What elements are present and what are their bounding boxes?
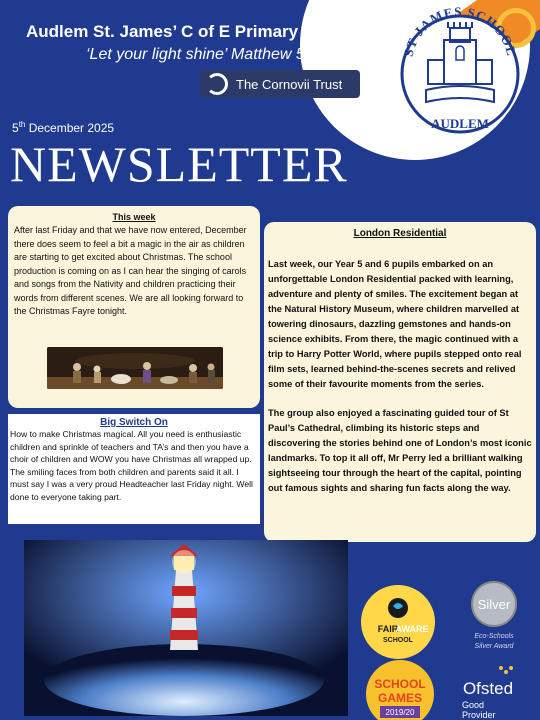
- big-switch-body: How to make Christmas magical. All you need is enthusiastic children and sprinkle of teachers and TA’s and then you have a choir of children and WOW you have Christmas all wrapped up. The smiling faces from both children and parents said it all. I must say I was a very proud Headteacher last Friday night. Well done to everyone taking part.: [10, 429, 253, 502]
- london-paragraph-1: Last week, our Year 5 and 6 pupils embarked on an unforgettable London Residential packed with learning, adventure and plenty of smiles. The excitement began at the Natural History Museum, where children marvelled at towering dinosaurs, dazzling gemstones and hands-on science exhibits. From there, the magic continued with a trip to Harry Potter World, where pupils stepped onto real film sets, learned behind-the-scenes secrets and relived some of their favourite moments from the series.: [268, 259, 522, 389]
- fairaware-text-school: SCHOOL: [383, 637, 413, 644]
- school-name: Audlem St. James’ C of E Primary School: [26, 22, 360, 41]
- lighthouse-photo: [24, 540, 348, 716]
- games-text-games: GAMES: [377, 691, 423, 705]
- trust-logo-icon: [206, 73, 228, 95]
- london-heading: London Residential: [353, 228, 447, 239]
- ofsted-text: Ofsted: [462, 679, 514, 698]
- eco-schools-silver-badge: [454, 578, 534, 658]
- silver-text: Silver: [477, 597, 511, 612]
- crest-bottom-text: AUDLEM: [431, 116, 489, 131]
- ofsted-good-provider-badge: [456, 662, 520, 720]
- games-text-school: SCHOOL: [374, 677, 426, 691]
- school-crest-logo: [398, 4, 522, 154]
- ofsted-provider-text: Provider: [462, 710, 496, 720]
- london-paragraph-2: The group also enjoyed a fascinating guided tour of St Paul’s Cathedral, climbing its historic steps and discovering the stories behind one of London’s most iconic landmarks. To top it all off, Mr Perry led a brilliant walking sightseeing tour through the heart of the capital, pointing out famous sights and sharing fun facts along the way.: [268, 408, 532, 493]
- date-suffix: th: [18, 120, 26, 129]
- date-day: 5: [12, 121, 19, 135]
- this-week-body: After last Friday and that we have now entered, December there does seem to feel a bit a magic in the air as children are starting to get excited about Christmas. The school production is coming on as I can hear the singing of carols and songs from the Nativity and children practicing their words from different scenes. We are all looking forward to the Christmas Fayre tonight.: [14, 225, 247, 316]
- date-month-year: December 2025: [25, 121, 115, 135]
- games-year: 2019/20: [385, 708, 415, 717]
- big-switch-panel: [8, 414, 260, 524]
- nativity-photo: [47, 347, 223, 389]
- ofsted-good-text: Good: [462, 700, 485, 710]
- this-week-heading: This week: [112, 212, 156, 222]
- eco-award-text: Silver Award: [474, 643, 514, 650]
- big-switch-heading: Big Switch On: [100, 417, 168, 428]
- newsletter-date: [12, 120, 114, 135]
- newsletter-title: NEWSLETTER: [10, 136, 348, 192]
- school-games-badge: [362, 656, 438, 720]
- london-residential-panel: [264, 222, 536, 542]
- school-motto: ‘Let your light shine’ Matthew 5:16: [86, 46, 328, 63]
- crest-arc-text: ST JAMES SCHOOL: [400, 4, 520, 58]
- eco-schools-text: Eco-Schools: [474, 633, 514, 640]
- fairaware-text-fair: FAIR: [377, 624, 399, 634]
- fairaware-text-aware: AWARE: [395, 624, 429, 634]
- trust-name: The Cornovii Trust: [236, 76, 343, 92]
- fairaware-school-badge: [360, 584, 436, 660]
- trust-banner: [200, 70, 360, 98]
